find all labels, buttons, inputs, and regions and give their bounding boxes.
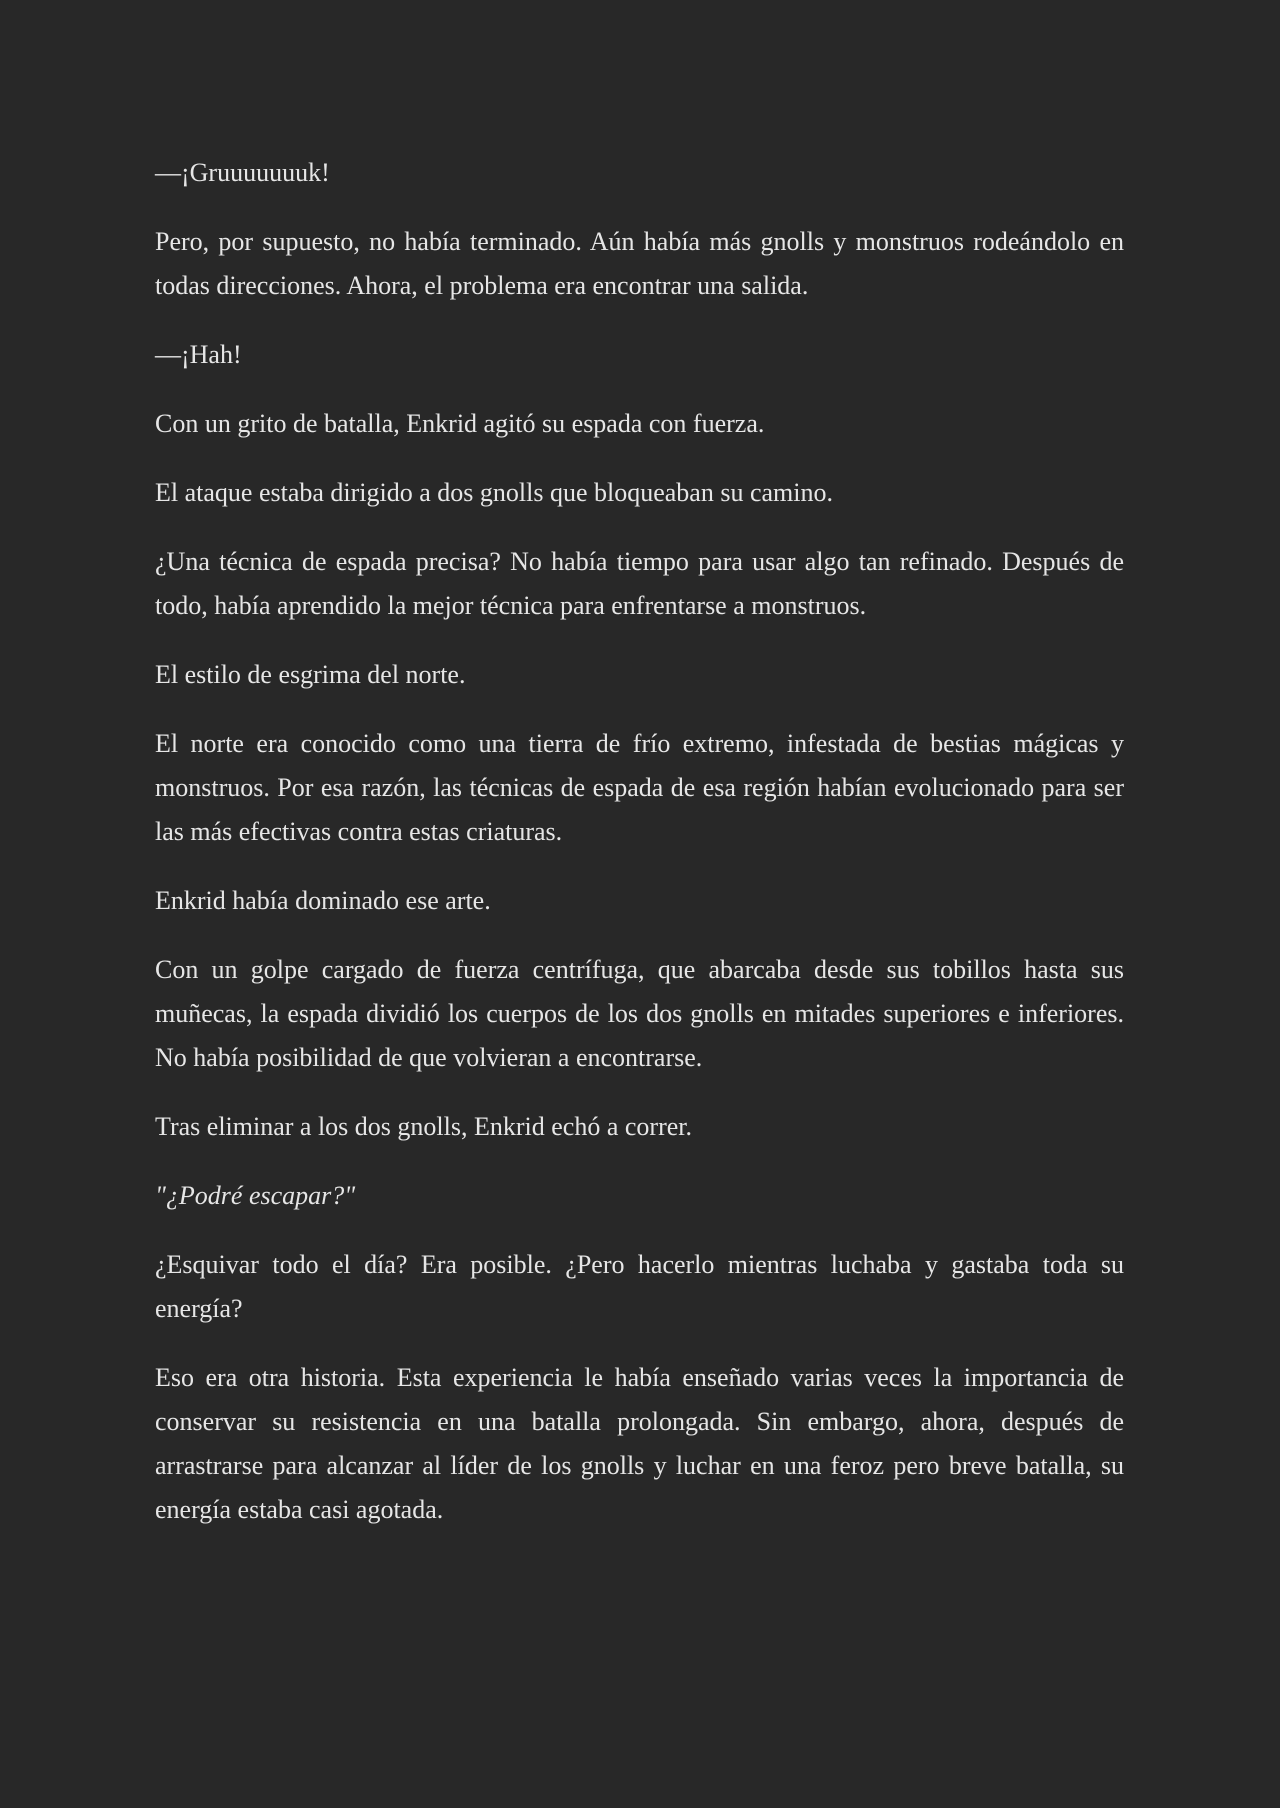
paragraph-4: Con un grito de batalla, Enkrid agitó su espada con fuerza. bbox=[155, 409, 765, 438]
paragraph-12-thought: "¿Podré escapar?" bbox=[155, 1181, 356, 1210]
paragraph-10: Con un golpe cargado de fuerza centrífuga, que abarcaba desde sus tobillos hasta sus muñecas, la espada dividió los cuerpos de los dos gnolls en mitades superiores e inferiores. No había posibilidad de que volvieran a encontrarse. bbox=[155, 955, 1124, 1072]
paragraph-14: Eso era otra historia. Esta experiencia le había enseñado varias veces la importancia de conservar su resistencia en una batalla prolongada. Sin embargo, ahora, después de arrastrarse para alcanzar al líder de los gnolls y luchar en una feroz pero breve batalla, su energía estaba casi agotada. bbox=[155, 1363, 1124, 1524]
paragraph-9: Enkrid había dominado ese arte. bbox=[155, 886, 491, 915]
paragraph-3: —¡Hah! bbox=[155, 340, 242, 369]
paragraph-11: Tras eliminar a los dos gnolls, Enkrid echó a correr. bbox=[155, 1112, 692, 1141]
paragraph-2: Pero, por supuesto, no había terminado. Aún había más gnolls y monstruos rodeándolo en todas direcciones. Ahora, el problema era encontrar una salida. bbox=[155, 227, 1124, 300]
paragraph-7: El estilo de esgrima del norte. bbox=[155, 660, 466, 689]
paragraph-1: —¡Gruuuuuuuk! bbox=[155, 158, 330, 187]
paragraph-6: ¿Una técnica de espada precisa? No había tiempo para usar algo tan refinado. Después de todo, había aprendido la mejor técnica para enfrentarse a monstruos. bbox=[155, 547, 1124, 620]
paragraph-8: El norte era conocido como una tierra de frío extremo, infestada de bestias mágicas y monstruos. Por esa razón, las técnicas de espada de esa región habían evolucionado para ser las más efectivas contra estas criaturas. bbox=[155, 729, 1124, 846]
paragraph-5: El ataque estaba dirigido a dos gnolls que bloqueaban su camino. bbox=[155, 478, 833, 507]
paragraph-13: ¿Esquivar todo el día? Era posible. ¿Pero hacerlo mientras luchaba y gastaba toda su energía? bbox=[155, 1250, 1124, 1323]
